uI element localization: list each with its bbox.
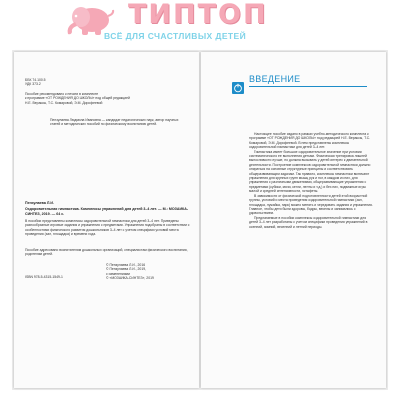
intro-text	[249, 132, 375, 229]
copyright-line: © Пензулаева Л.И., 2016	[106, 263, 146, 267]
annotation: В пособии представлены комплексы оздоровительной гимнастики для детей 3–4 лет. Приведены разнообразные игровые задания и упражнения с предметами. Упражнения подобраны в соответствии с особенностями физического развития дошкольников 3–4 лет с учетом специфики условий места проведения (зал, площадка) и времени года.	[25, 219, 190, 237]
book-spread	[12, 50, 388, 390]
info-circle-icon	[232, 82, 244, 94]
copyright-line: с изменениями	[106, 271, 130, 276]
left-page	[14, 52, 199, 388]
bbk-code: ББК 74.100.5	[25, 78, 46, 82]
brand-slogan: ВСЁ ДЛЯ СЧАСТЛИВЫХ ДЕТЕЙ	[104, 31, 247, 41]
copyright-line: © «МОЗАИКА-СИНТЕЗ», 2019	[106, 276, 154, 281]
udk-code: УДК 373.2	[25, 82, 41, 87]
intro-paragraph: Гимнастика имеет большое оздоровительное значение при условии систематического ее выполнения детьми. Физическая тренировка лишней выносливости лучше, но должна вызывать у детей интерес к двигательной деятельности. Построение комплексов оздоровительной гимнастики должно опираться на основные структурные принципы и соответствовать общеразвивающим задачам. Так правило, комплексы гимнастики включают упражнения для крупных групп мышц рук и ног, в каждом из них, для упражнения с различными движениями, общеразвивающие упражнения с предметами (кубики, мячи, кегли, ленты и т.д.) и без них, подвижные игры малой и средней интенсивности, эстафеты.	[249, 149, 371, 194]
intro-paragraph: В зависимости от физической подготовленности детей этой возрастной группы, условий и места проведения оздоровительной гимнастики (зал, площадка, лужайка, парк) можно менять и чередовать задания и упражнения. Главное, чтобы дети были здоровы, бодры, веселы и занимались с удовольствием.	[249, 193, 373, 216]
isbn: ISBN 978-5-4315-1549-1	[25, 275, 63, 279]
intro-paragraph: Настоящее пособие издано в рамках учебно-методического комплекта к программе «ОТ РОЖДЕНИЯ ДО ШКОЛЫ» под редакцией Н.Е. Вераксы, Т.С. Комаровой, Э.М. Дорофеевой. В нем представлены комплексы оздоровительной гимнастики для детей 3–4 лет.	[249, 132, 371, 150]
author-name: Пензулаева Л.И.	[25, 201, 54, 205]
classification-codes	[25, 78, 46, 87]
approval-line: к программе «ОТ РОЖДЕНИЯ ДО ШКОЛЫ» под общей редакцией	[25, 96, 130, 101]
intro-paragraph: Предлагаемые в пособии комплексы оздоровительной гимнастики для детей 3–4 лет разработаны с учетом специфики проведения упражнений в осенний, зимний, весенний и летний периоды.	[249, 215, 368, 229]
book-title-line: Оздоровительная гимнастика. Комплексы упражнений для детей 3–4 лет. — М.: МОЗАИКА-СИНТЕЗ, 2019. — 64 с.	[25, 207, 189, 216]
right-page	[201, 52, 386, 388]
heading-rule	[249, 86, 367, 87]
approval-note	[25, 92, 185, 105]
approval-line: Н.Е. Вераксы, Т.С. Комаровой, Э.М. Дорофеевой	[25, 100, 103, 105]
copyright-block	[106, 263, 154, 281]
brand-header	[0, 0, 400, 44]
audience-note: Пособие адресовано воспитателям дошкольных организаций, специалистам физического воспитания, родителям детей.	[25, 248, 188, 257]
reviewer-note: Пензулаева Людмила Ивановна — кандидат педагогических наук, автор научных статей и методических пособий по физическому воспитанию детей.	[50, 118, 179, 127]
section-heading: ВВЕДЕНИЕ	[249, 74, 301, 84]
brand-name: ТИПТОП	[128, 0, 268, 30]
approval-line: Пособие рекомендовано к печати в комплекте	[25, 92, 99, 96]
copyright-line: © Пензулаева Л.И., 2019,	[106, 267, 147, 272]
